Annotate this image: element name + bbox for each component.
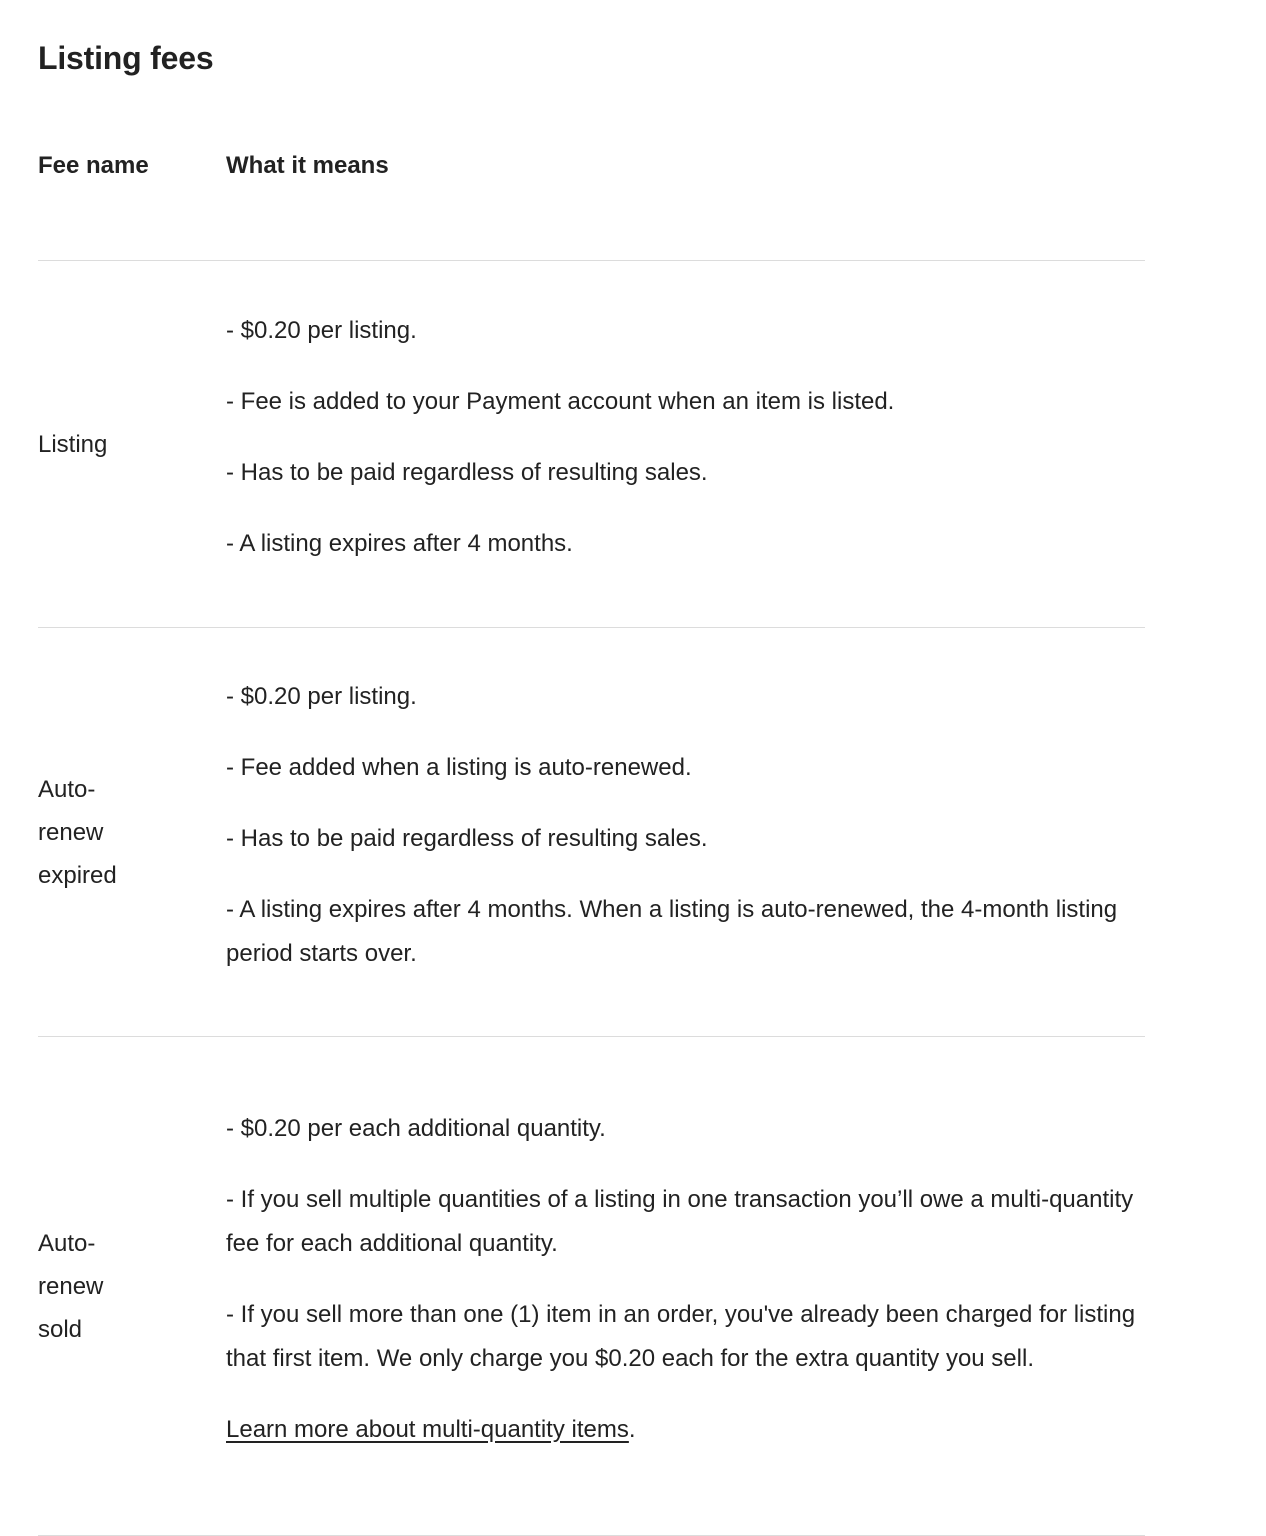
fee-description-cell (226, 261, 1145, 628)
description-line: - Fee added when a listing is auto-renewed. (226, 753, 692, 781)
table-row (38, 1037, 1145, 1536)
description-line: - A listing expires after 4 months. When a listing is auto-renewed, the 4-month listing period starts over. (226, 895, 1118, 967)
description-line: - Has to be paid regardless of resulting sales. (226, 824, 708, 852)
fee-name-auto-renew-sold: Auto-renew sold (38, 1229, 104, 1343)
description-line: - $0.20 per listing. (226, 316, 417, 344)
description-line: - $0.20 per each additional quantity. (226, 1114, 606, 1142)
learn-more-line (226, 1408, 1145, 1452)
fee-name-cell (38, 1037, 226, 1536)
fee-name-listing: Listing (38, 430, 108, 458)
fee-description-cell (226, 628, 1145, 1037)
description-line: - A listing expires after 4 months. (226, 529, 573, 557)
description-line: - Has to be paid regardless of resulting sales. (226, 458, 708, 486)
table-header-row (38, 130, 1145, 261)
description-line: - $0.20 per listing. (226, 682, 417, 710)
column-header-what-it-means: What it means (226, 130, 1145, 261)
description-line: - Fee is added to your Payment account when an item is listed. (226, 387, 895, 415)
fee-name-cell (38, 261, 226, 628)
learn-more-multi-quantity-link[interactable]: Learn more about multi-quantity items (226, 1415, 629, 1443)
table-row (38, 261, 1145, 628)
description-line: - If you sell more than one (1) item in an order, you've already been charged for listing that first item. We only charge you $0.20 each for the extra quantity you sell. (226, 1300, 1136, 1372)
listing-fees-table (38, 130, 1145, 1536)
column-header-fee-name: Fee name (38, 130, 226, 261)
page-title: Listing fees (38, 40, 214, 76)
fee-name-auto-renew-expired: Auto-renew expired (38, 775, 117, 889)
fee-name-cell (38, 628, 226, 1037)
description-line: - If you sell multiple quantities of a listing in one transaction you’ll owe a multi-quantity fee for each additional quantity. (226, 1185, 1134, 1257)
link-suffix: . (628, 1415, 636, 1443)
table-row (38, 628, 1145, 1037)
fee-description-cell (226, 1037, 1145, 1536)
